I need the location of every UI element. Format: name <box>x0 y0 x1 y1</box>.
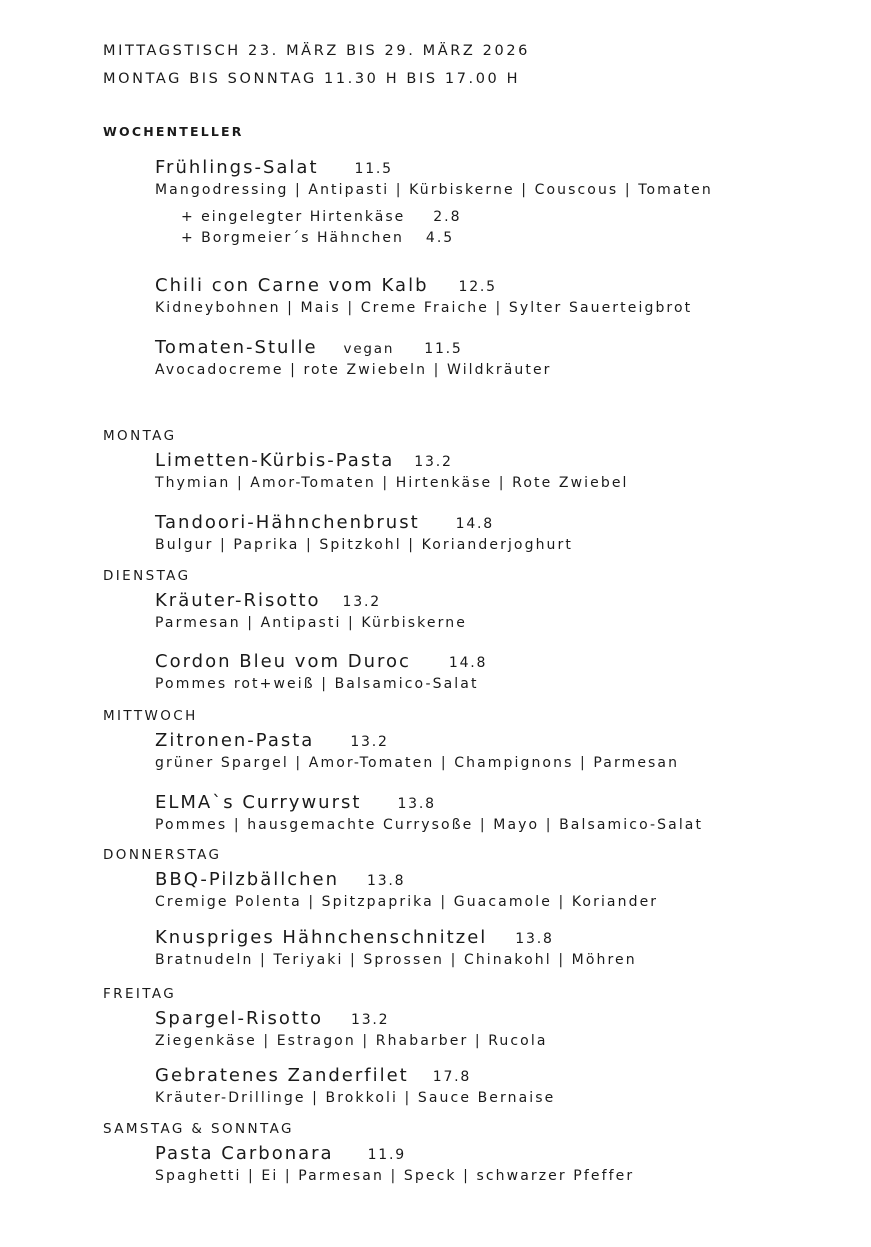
day-label-samstag-sonntag: SAMSTAG & SONNTAG <box>103 1121 294 1137</box>
addon-hirtenkaese <box>181 209 462 225</box>
dish-description: Spaghetti | Ei | Parmesan | Speck | schwarzer Pfeffer <box>155 1168 635 1184</box>
dish-price: 13.8 <box>515 931 554 947</box>
dish-price: 11.5 <box>354 161 393 177</box>
dish-description: Kräuter-Drillinge | Brokkoli | Sauce Bernaise <box>155 1090 556 1106</box>
addon-price: 2.8 <box>433 209 462 225</box>
dish-name: ELMA`s Currywurst <box>155 792 362 813</box>
dish-price: 13.2 <box>350 734 389 750</box>
dish-price: 11.9 <box>367 1147 406 1163</box>
addon-haehnchen <box>181 230 454 246</box>
dish-description: Bratnudeln | Teriyaki | Sprossen | Chinakohl | Möhren <box>155 952 637 968</box>
dish-name: Knuspriges Hähnchenschnitzel <box>155 927 488 948</box>
dish-price: 13.8 <box>397 796 436 812</box>
day-label-dienstag: DIENSTAG <box>103 568 191 584</box>
dish-name: Spargel-Risotto <box>155 1008 323 1029</box>
dish-tomaten-stulle <box>155 337 552 380</box>
dish-name: Frühlings-Salat <box>155 157 319 178</box>
dish-haehnchenschnitzel <box>155 927 637 970</box>
dish-name: Cordon Bleu vom Duroc <box>155 651 411 672</box>
dish-zitronen-pasta <box>155 730 679 773</box>
dish-fruehlings-salat <box>155 157 713 200</box>
dish-price: 13.2 <box>342 594 381 610</box>
dish-pasta-carbonara <box>155 1143 634 1186</box>
addon-name: + Borgmeier´s Hähnchen <box>181 230 404 246</box>
menu-opening-hours: MONTAG BIS SONNTAG 11.30 H BIS 17.00 H <box>103 71 521 87</box>
dish-name: Kräuter-Risotto <box>155 590 321 611</box>
dish-price: 12.5 <box>458 279 497 295</box>
day-label-donnerstag: DONNERSTAG <box>103 847 222 863</box>
day-label-montag: MONTAG <box>103 428 177 444</box>
dish-name: Zitronen-Pasta <box>155 730 315 751</box>
dish-description: Ziegenkäse | Estragon | Rhabarber | Rucola <box>155 1033 548 1049</box>
dish-name: Gebratenes Zanderfilet <box>155 1065 409 1086</box>
addon-price: 4.5 <box>425 230 455 246</box>
dish-description: Mangodressing | Antipasti | Kürbiskerne | Couscous | Tomaten <box>155 182 713 198</box>
dish-description: Avocadocreme | rote Zwiebeln | Wildkräuter <box>155 362 552 378</box>
dish-description: Bulgur | Paprika | Spitzkohl | Korianderjoghurt <box>155 537 573 553</box>
dish-name: Tomaten-Stulle <box>155 337 318 358</box>
dish-name: Chili con Carne vom Kalb <box>155 275 429 296</box>
dish-price: 13.8 <box>367 873 406 889</box>
dish-price: 17.8 <box>432 1069 472 1085</box>
dish-description: Parmesan | Antipasti | Kürbiskerne <box>155 615 467 631</box>
dish-tag-vegan: vegan <box>343 341 395 357</box>
menu-date-range: MITTAGSTISCH 23. MÄRZ BIS 29. MÄRZ 2026 <box>103 43 530 59</box>
day-label-mittwoch: MITTWOCH <box>103 708 198 724</box>
dish-description: Pommes | hausgemachte Currysoße | Mayo | Balsamico-Salat <box>155 817 704 833</box>
dish-limetten-kuerbis-pasta <box>155 450 629 493</box>
dish-description: grüner Spargel | Amor-Tomaten | Champignons | Parmesan <box>155 755 680 771</box>
dish-description: Pommes rot+weiß | Balsamico-Salat <box>155 676 479 692</box>
dish-name: Limetten-Kürbis-Pasta <box>155 450 395 471</box>
dish-price: 13.2 <box>351 1012 390 1028</box>
dish-kraeuter-risotto <box>155 590 467 633</box>
dish-bbq-pilzbaellchen <box>155 869 658 912</box>
dish-price: 14.8 <box>455 516 495 532</box>
dish-elma-currywurst <box>155 792 703 835</box>
section-wochenteller-label: WOCHENTELLER <box>103 124 244 139</box>
dish-description: Thymian | Amor-Tomaten | Hirtenkäse | Rote Zwiebel <box>155 475 629 491</box>
dish-name: BBQ-Pilzbällchen <box>155 869 340 890</box>
dish-price: 11.5 <box>424 341 463 357</box>
dish-price: 14.8 <box>448 655 488 671</box>
dish-chili-con-carne <box>155 275 692 318</box>
dish-tandoori-haehnchenbrust <box>155 512 573 555</box>
dish-name: Pasta Carbonara <box>155 1143 334 1164</box>
dish-zanderfilet <box>155 1065 555 1108</box>
dish-cordon-bleu <box>155 651 487 694</box>
dish-description: Kidneybohnen | Mais | Creme Fraiche | Sylter Sauerteigbrot <box>155 300 693 316</box>
dish-price: 13.2 <box>414 454 453 470</box>
dish-spargel-risotto <box>155 1008 548 1051</box>
addon-name: + eingelegter Hirtenkäse <box>181 209 406 225</box>
day-label-freitag: FREITAG <box>103 986 177 1002</box>
dish-description: Cremige Polenta | Spitzpaprika | Guacamole | Koriander <box>155 894 659 910</box>
dish-name: Tandoori-Hähnchenbrust <box>155 512 420 533</box>
